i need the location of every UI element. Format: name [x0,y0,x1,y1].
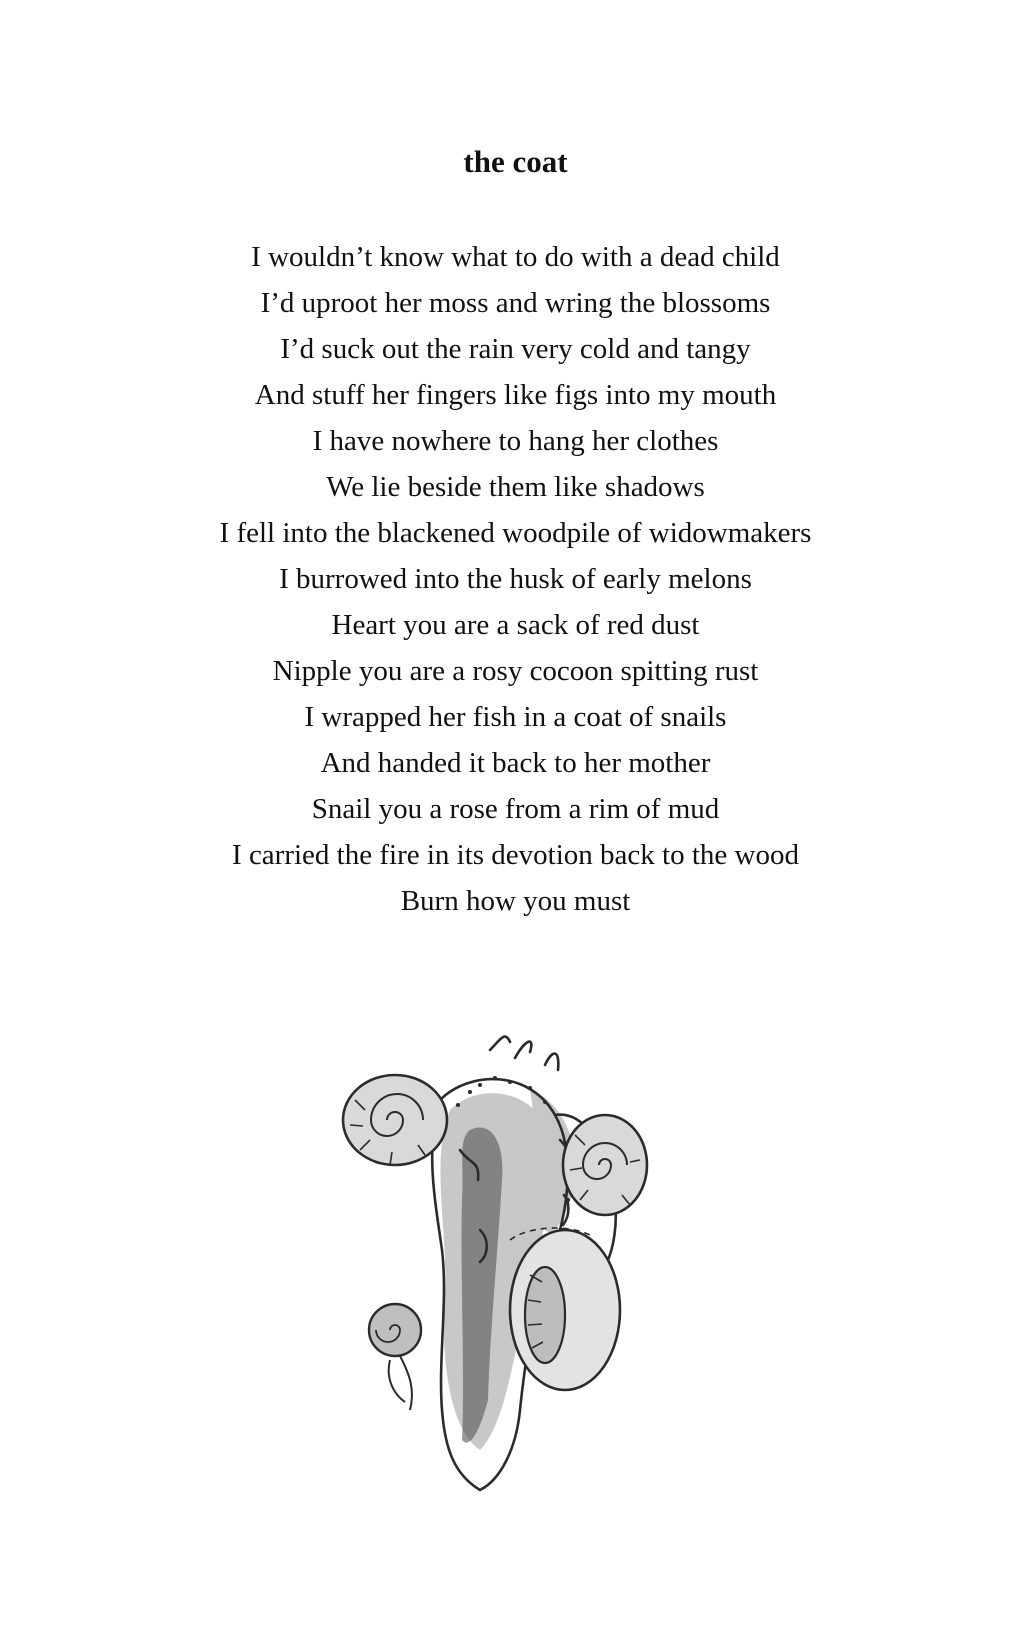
poem-line: Nipple you are a rosy cocoon spitting rust [272,655,759,687]
snail-shell-lower-left [369,1304,421,1410]
poem-line: Heart you are a sack of red dust [331,609,700,641]
poem-body [0,234,1031,924]
poem-line: We lie beside them like shadows [326,471,705,503]
snail-shell-right [563,1115,647,1215]
poem-line: And handed it back to her mother [320,747,711,779]
snail-shell-top-left [343,1075,447,1165]
poem-line: Burn how you must [400,885,631,917]
poem-title: the coat [463,144,568,179]
poem-line: I wouldn’t know what to do with a dead child [251,241,780,273]
poem-line: I burrowed into the husk of early melons [279,563,752,595]
poem-line: I fell into the blackened woodpile of widowmakers [219,517,812,549]
snail-shell-lower-right [510,1228,620,1390]
poem-line: I carried the fire in its devotion back to the wood [232,839,799,871]
poem-line: Snail you a rose from a rim of mud [311,793,720,825]
poem-line: I have nowhere to hang her clothes [312,425,719,457]
fish-snail-illustration [330,1030,730,1510]
poem-line: I’d uproot her moss and wring the blossoms [260,287,771,319]
poem-line: And stuff her fingers like figs into my mouth [254,379,777,411]
poem-line: I wrapped her fish in a coat of snails [304,701,727,733]
poem-line: I’d suck out the rain very cold and tangy [280,333,751,365]
